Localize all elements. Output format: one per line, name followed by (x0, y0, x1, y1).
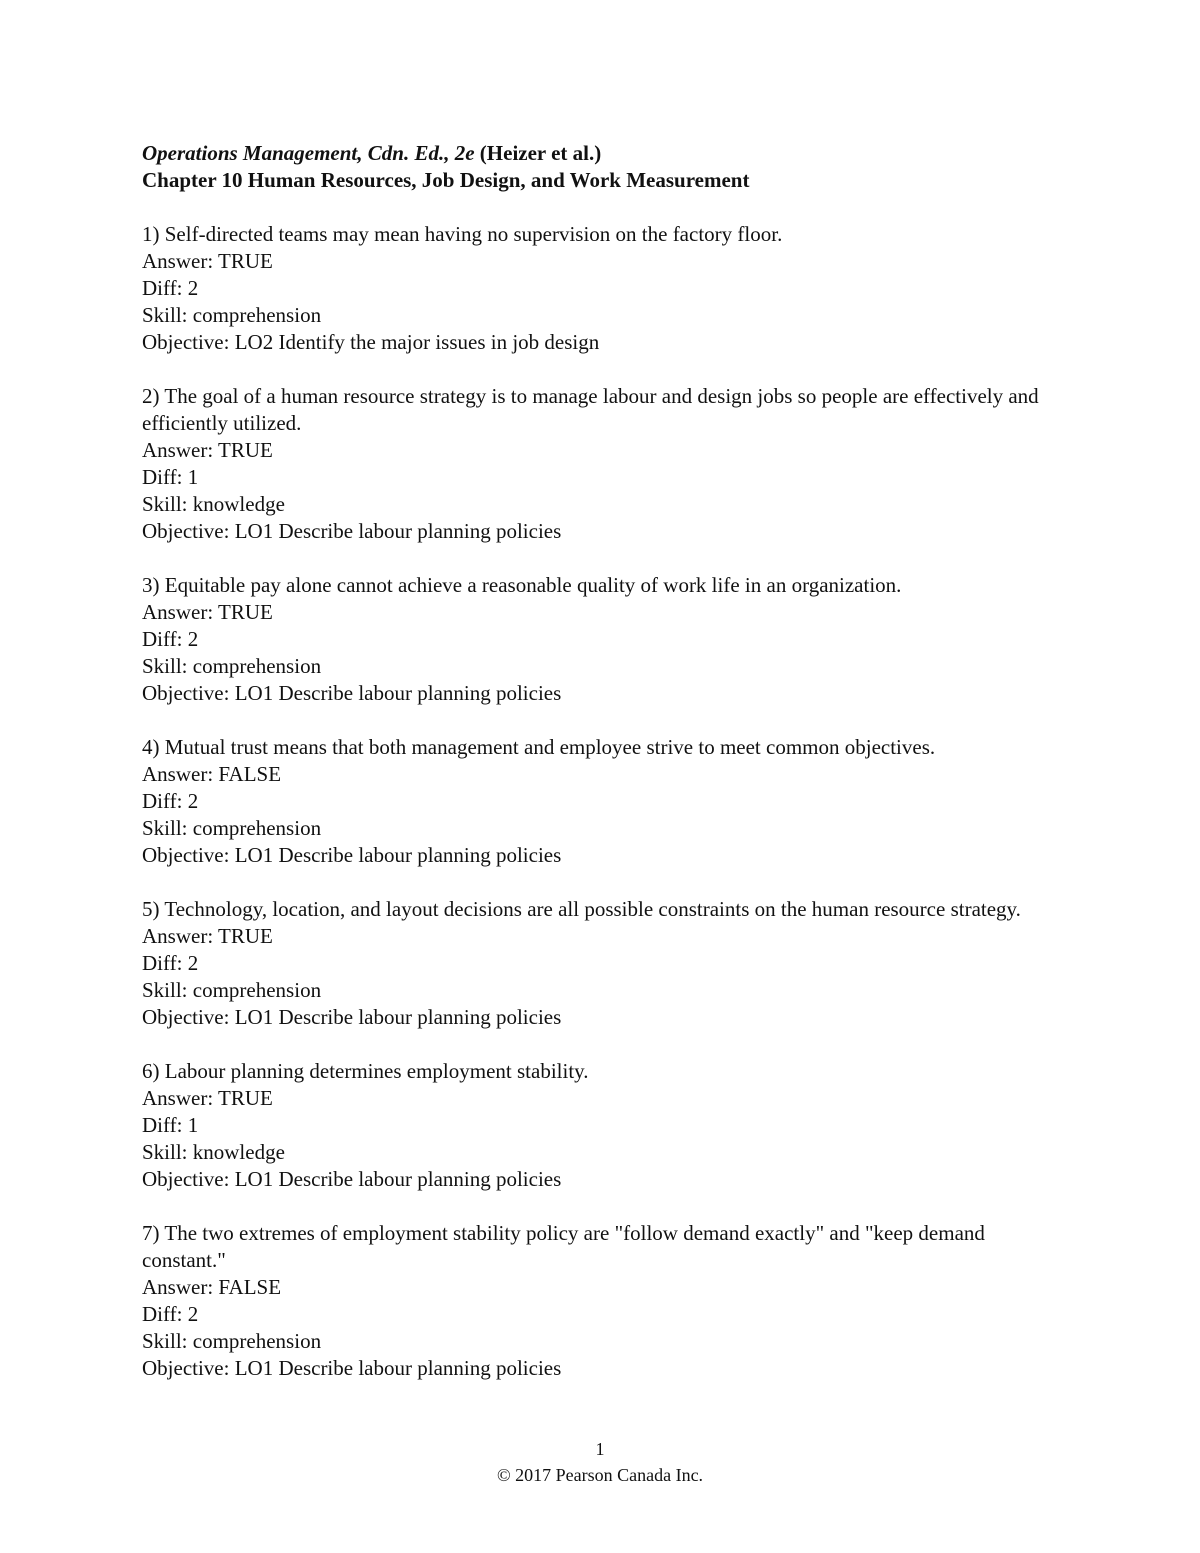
objective-line: Objective: LO2 Identify the major issues in job design (142, 330, 600, 354)
difficulty-line: Diff: 2 (142, 789, 199, 813)
question-text: 4) Mutual trust means that both management and employee strive to meet common objectives. (142, 735, 936, 759)
book-header (142, 140, 1062, 167)
difficulty-line: Diff: 1 (142, 465, 199, 489)
question-text: 2) The goal of a human resource strategy is to manage labour and design jobs so people are effectively and efficiently utilized. (142, 384, 1039, 435)
question-block (142, 734, 1062, 869)
skill-line: Skill: knowledge (142, 492, 285, 516)
answer-line: Answer: TRUE (142, 1086, 273, 1110)
objective-line: Objective: LO1 Describe labour planning policies (142, 1167, 562, 1191)
question-text: 1) Self-directed teams may mean having no supervision on the factory floor. (142, 222, 783, 246)
document-page (142, 140, 1062, 1382)
answer-line: Answer: FALSE (142, 762, 282, 786)
objective-line: Objective: LO1 Describe labour planning policies (142, 519, 562, 543)
answer-line: Answer: FALSE (142, 1275, 282, 1299)
question-block (142, 1220, 1062, 1382)
objective-line: Objective: LO1 Describe labour planning policies (142, 1005, 562, 1029)
difficulty-line: Diff: 2 (142, 627, 199, 651)
answer-line: Answer: TRUE (142, 600, 273, 624)
question-block (142, 221, 1062, 356)
objective-line: Objective: LO1 Describe labour planning policies (142, 681, 562, 705)
question-text: 6) Labour planning determines employment stability. (142, 1059, 589, 1083)
question-block (142, 572, 1062, 707)
objective-line: Objective: LO1 Describe labour planning policies (142, 1356, 562, 1380)
question-text: 3) Equitable pay alone cannot achieve a reasonable quality of work life in an organization. (142, 573, 902, 597)
book-authors: (Heizer et al.) (474, 141, 602, 165)
skill-line: Skill: knowledge (142, 1140, 285, 1164)
difficulty-line: Diff: 2 (142, 951, 199, 975)
objective-line: Objective: LO1 Describe labour planning policies (142, 843, 562, 867)
answer-line: Answer: TRUE (142, 438, 273, 462)
difficulty-line: Diff: 2 (142, 1302, 199, 1326)
skill-line: Skill: comprehension (142, 303, 322, 327)
answer-line: Answer: TRUE (142, 249, 273, 273)
skill-line: Skill: comprehension (142, 978, 322, 1002)
question-text: 7) The two extremes of employment stability policy are "follow demand exactly" and "keep demand constant." (142, 1221, 985, 1272)
page-footer (0, 1436, 1200, 1488)
difficulty-line: Diff: 1 (142, 1113, 199, 1137)
question-text: 5) Technology, location, and layout decisions are all possible constraints on the human resource strategy. (142, 897, 1021, 921)
book-title: Operations Management, Cdn. Ed., 2e (142, 141, 475, 165)
question-block (142, 383, 1062, 545)
skill-line: Skill: comprehension (142, 816, 322, 840)
skill-line: Skill: comprehension (142, 654, 322, 678)
answer-line: Answer: TRUE (142, 924, 273, 948)
question-block (142, 896, 1062, 1031)
skill-line: Skill: comprehension (142, 1329, 322, 1353)
question-block (142, 1058, 1062, 1193)
copyright-notice: © 2017 Pearson Canada Inc. (496, 1465, 704, 1485)
difficulty-line: Diff: 2 (142, 276, 199, 300)
page-number: 1 (595, 1439, 605, 1459)
chapter-title: Chapter 10 Human Resources, Job Design, and Work Measurement (142, 168, 750, 192)
